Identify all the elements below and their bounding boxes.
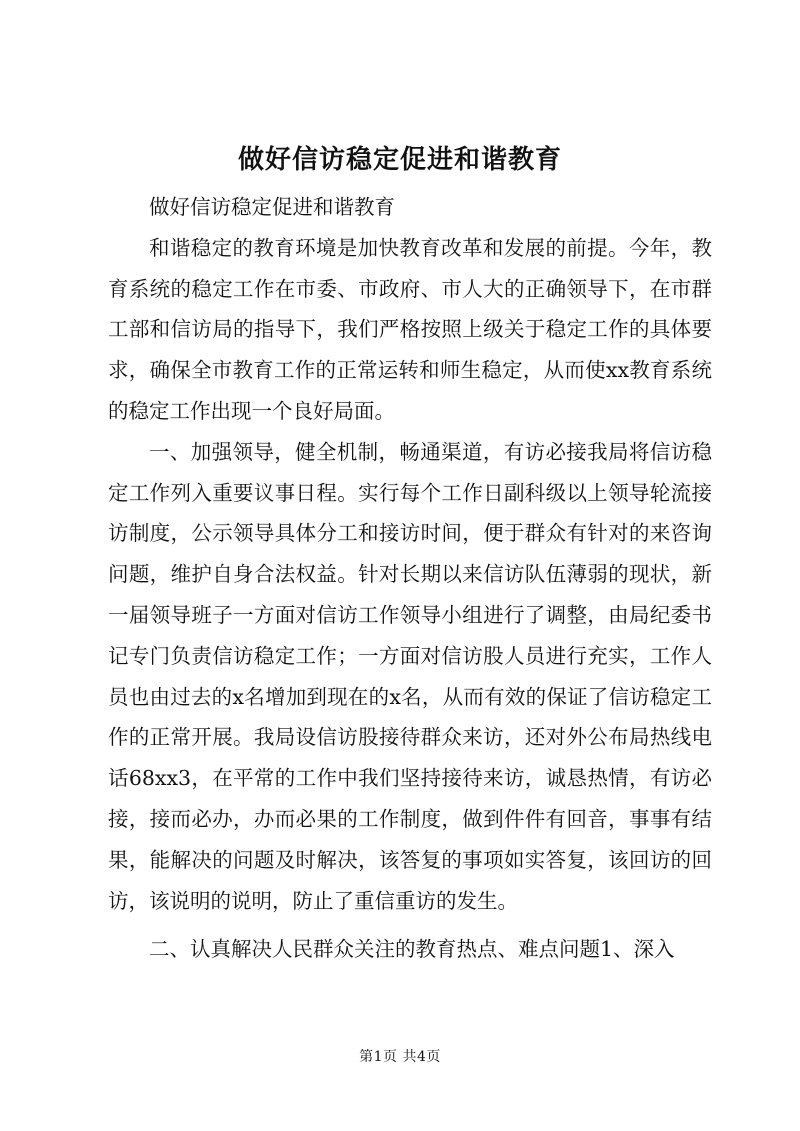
page-number-footer: 第1页 共4页	[359, 1049, 441, 1065]
subtitle-paragraph: 做好信访稳定促进和谐教育	[149, 195, 395, 219]
intro-paragraph: 和谐稳定的教育环境是加快教育改革和发展的前提。今年，教育系统的稳定工作在市委、市政府、市人大的正确领导下，在市群工部和信访局的指导下，我们严格按照上级关于稳定工作的具体要求，确保全市教育工作的正常运转和师生稳定，从而使xx教育系统的稳定工作出现一个良好局面。	[108, 235, 712, 423]
document-title: 做好信访稳定促进和谐教育	[237, 145, 562, 175]
section-two-paragraph: 二、认真解决人民群众关注的教育热点、难点问题1、深入	[149, 937, 675, 962]
section-one-paragraph: 一、加强领导，健全机制，畅通渠道，有访必接我局将信访稳定工作列入重要议事日程。实行每个工作日副科级以上领导轮流接访制度，公示领导具体分工和接访时间，便于群众有针对的来咨询问题，维护自身合法权益。针对长期以来信访队伍薄弱的现状，新一届领导班子一方面对信访工作领导小组进行了调整，由局纪委书记专门负责信访稳定工作；一方面对信访股人员进行充实，工作人员也由过去的x名增加到现在的x名，从而有效的保证了信访稳定工作的正常开展。我局设信访股接待群众来访，还对外公布局热线电话68xx3，在平常的工作中我们坚持接待来访，诚恳热情，有访必接，接而必办，办而必果的工作制度，做到件件有回音，事事有结果，能解决的问题及时解决，该答复的事项如实答复，该回访的回访，该说明的说明，防止了重信重访的发生。	[108, 439, 712, 913]
document-body	[108, 187, 712, 970]
